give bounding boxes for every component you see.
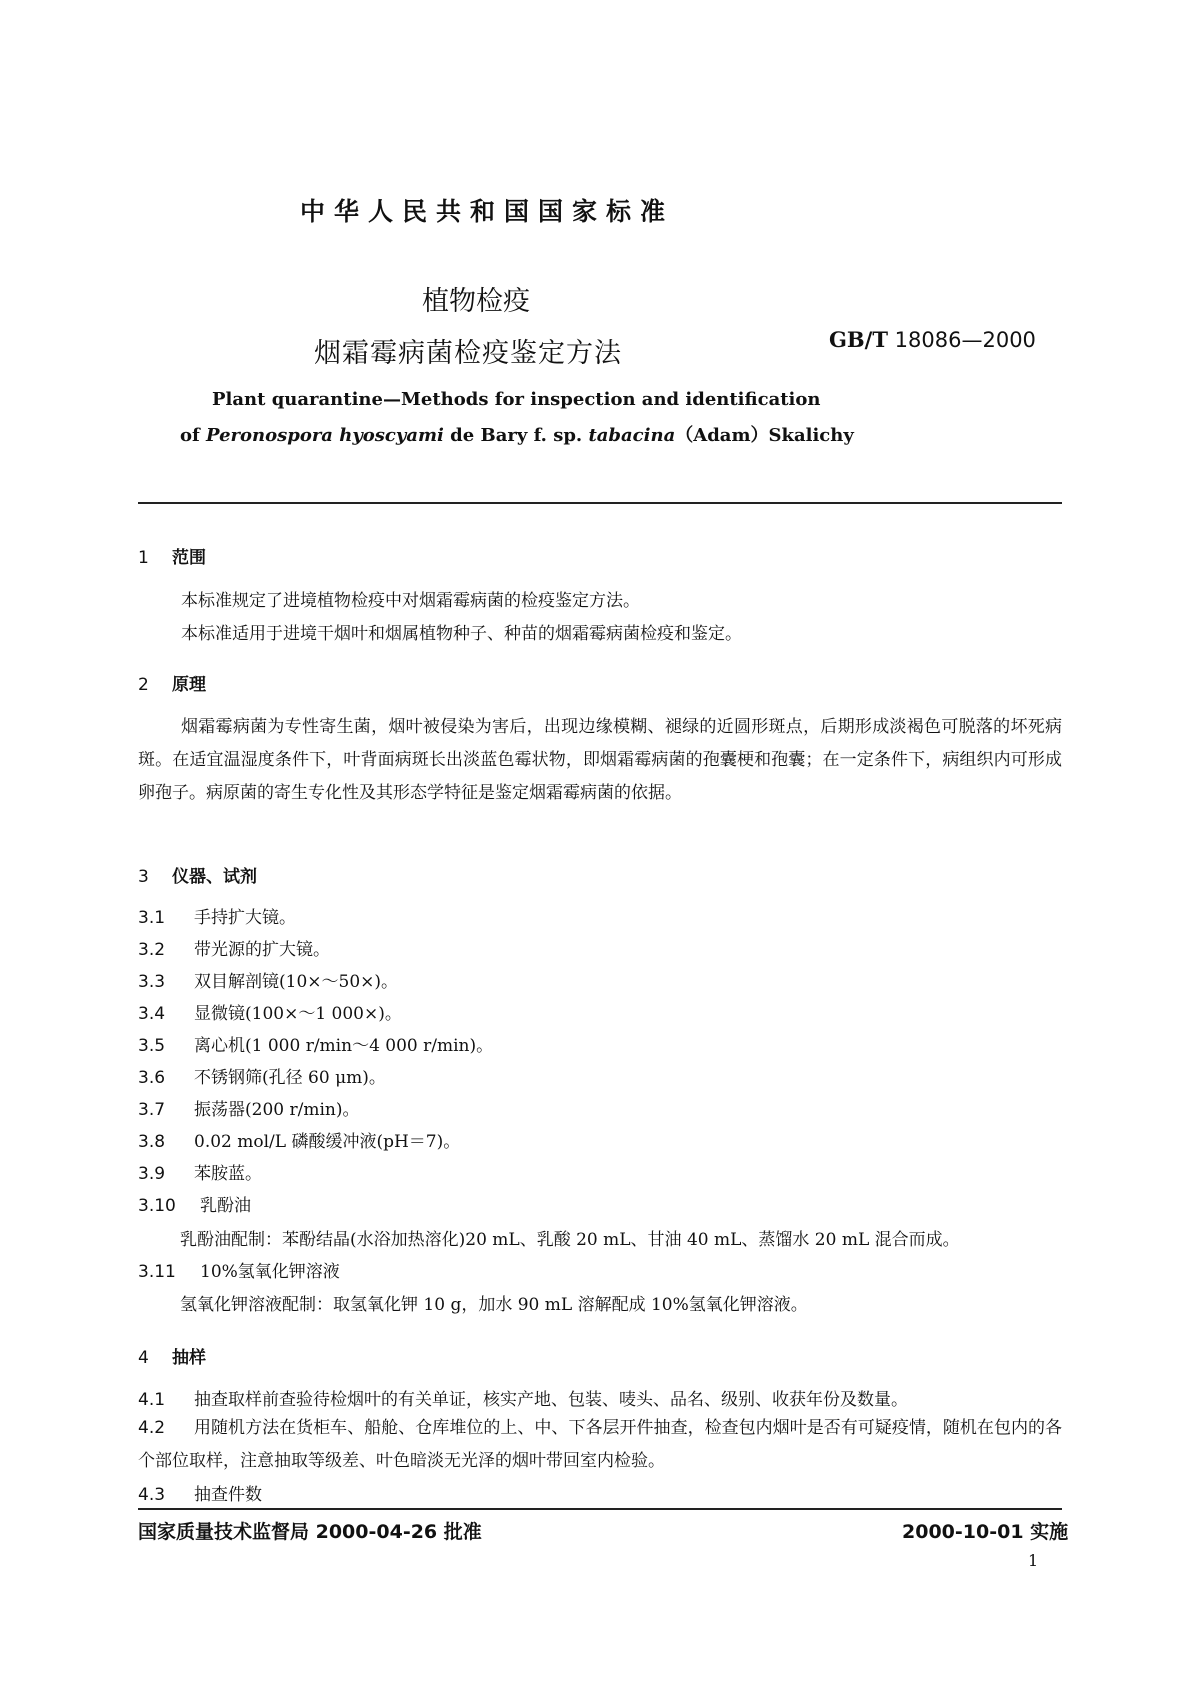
item-text: 不锈钢筛(孔径 60 μm)。 [194,1068,386,1088]
item-text: 离心机(1 000 r/min～4 000 r/min)。 [194,1036,494,1056]
section-heading-3 [138,862,257,887]
item-text: 0.02 mol/L 磷酸缓冲液(pH＝7)。 [194,1132,461,1152]
title-en-line2 [180,421,854,447]
footer-divider [138,1508,1062,1510]
title-en-forma: tabacina [588,425,676,446]
section-heading-2 [138,670,206,695]
sub-paragraph: 氢氧化钾溶液配制：取氢氧化钾 10 g，加水 90 mL 溶解配成 10%氢氧化钾溶液。 [180,1295,808,1315]
standard-code: 18086—2000 [894,328,1036,352]
item-text: 抽查取样前查验待检烟叶的有关单证，核实产地、包装、唛头、品名、级别、收获年份及数量。 [194,1390,908,1410]
title-en-species: Peronospora hyoscyami [206,425,444,446]
list-item [138,1385,908,1410]
item-text: 带光源的扩大镜。 [194,940,330,960]
standard-prefix: GB/T [829,327,888,352]
item-text: 显微镜(100×～1 000×)。 [194,1004,402,1024]
item-number: 3.8 [138,1132,166,1152]
sub-paragraph: 乳酚油配制：苯酚结晶(水浴加热溶化)20 mL、乳酸 20 mL、甘油 40 mL、蒸馏水 20 mL 混合而成。 [180,1230,960,1250]
section-title: 抽样 [172,1348,206,1368]
item-number: 3.1 [138,908,166,928]
page-number: 1 [1028,1551,1039,1570]
title-en-line1: Plant quarantine—Methods for inspection and identification [212,389,821,410]
list-item [138,1031,493,1056]
item-number: 3.7 [138,1100,166,1120]
item-number: 4.1 [138,1390,166,1410]
item-text: 10%氢氧化钾溶液 [200,1262,340,1282]
list-item [138,1480,262,1505]
item-number: 3.11 [138,1262,176,1282]
paragraph: 本标准规定了进境植物检疫中对烟霜霉病菌的检疫鉴定方法。 [181,591,640,611]
section-title: 仪器、试剂 [172,867,257,887]
item-number: 4.2 [138,1418,166,1438]
title-en-part: （Adam）Skalichy [675,425,854,446]
title-en-part: de Bary f. sp. [443,425,589,446]
item-number: 3.10 [138,1196,176,1216]
section-heading-1 [138,543,206,568]
item-number: 3.9 [138,1164,166,1184]
list-item-multiline [138,1412,1062,1478]
title-cn-line2: 烟霜霉病菌检疫鉴定方法 [314,338,622,369]
section-title: 原理 [172,675,206,695]
list-item [138,1095,359,1120]
list-item [138,1257,340,1282]
item-text: 苯胺蓝。 [194,1164,262,1184]
list-item [138,1159,262,1184]
item-text: 振荡器(200 r/min)。 [194,1100,360,1120]
section-heading-4 [138,1343,206,1368]
item-number: 3.3 [138,972,166,992]
standard-category-title: 中华人民共和国国家标准 [300,197,675,226]
item-text: 双目解剖镜(10×～50×)。 [194,972,399,992]
section-number: 2 [138,675,149,695]
item-number: 3.5 [138,1036,166,1056]
list-item [138,1063,386,1088]
item-number: 3.6 [138,1068,166,1088]
implementation-date: 2000-10-01 实施 [902,1521,1069,1543]
list-item [138,1191,251,1216]
item-text: 抽查件数 [194,1485,262,1505]
paragraph: 烟霜霉病菌为专性寄生菌，烟叶被侵染为害后，出现边缘模糊、褪绿的近圆形斑点，后期形成淡褐色可脱落的坏死病斑。在适宜温湿度条件下，叶背面病斑长出淡蓝色霉状物，即烟霜霉病菌的孢囊梗和孢囊；在一定条件下，病组织内可形成卵孢子。病原菌的寄生专化性及其形态学特征是鉴定烟霜霉病菌的依据。 [138,717,1062,803]
item-number: 3.4 [138,1004,166,1024]
item-text: 用随机方法在货柜车、船舱、仓库堆位的上、中、下各层开件抽查，检查包内烟叶是否有可疑疫情，随机在包内的各个部位取样，注意抽取等级差、叶色暗淡无光泽的烟叶带回室内检验。 [138,1418,1062,1471]
title-en-part: of [180,425,207,446]
list-item [138,935,330,960]
item-number: 3.2 [138,940,166,960]
title-cn-line1: 植物检疫 [422,286,530,317]
item-text: 手持扩大镜。 [194,908,296,928]
item-number: 4.3 [138,1485,166,1505]
item-text: 乳酚油 [200,1196,251,1216]
header-divider [138,502,1062,504]
list-item [138,999,402,1024]
section-number: 3 [138,867,149,887]
paragraph: 本标准适用于进境干烟叶和烟属植物种子、种苗的烟霜霉病菌检疫和鉴定。 [181,624,742,644]
section-number: 4 [138,1348,149,1368]
section-number: 1 [138,548,149,568]
standard-number [829,327,1036,352]
list-item [138,967,398,992]
section-title: 范围 [172,548,206,568]
list-item [138,1127,460,1152]
approval-line: 国家质量技术监督局 2000-04-26 批准 [138,1521,482,1543]
list-item [138,903,296,928]
